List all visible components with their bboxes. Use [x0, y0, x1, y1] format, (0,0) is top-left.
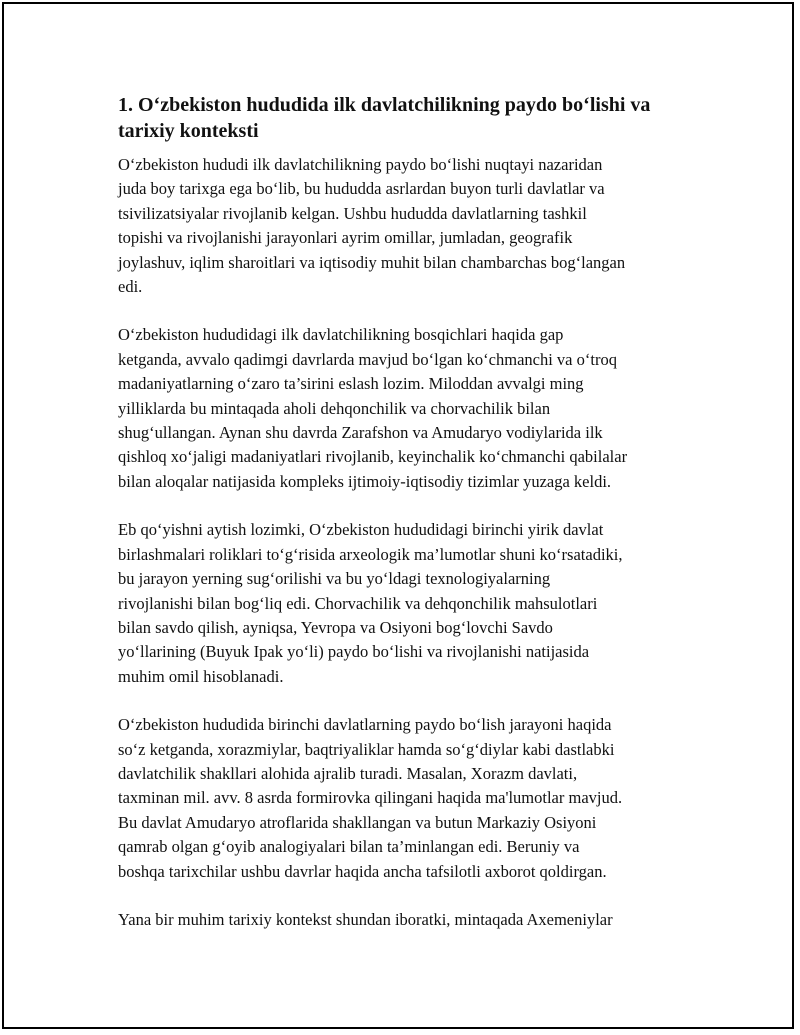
section-heading: 1. O‘zbekiston hududida ilk davlatchilikning paydo bo‘lishi va tarixiy konteksti — [118, 94, 651, 142]
paragraph-5: Yana bir muhim tarixiy kontekst shundan iboratki, mintaqada Axemeniylar — [118, 909, 613, 929]
paragraph-2: O‘zbekiston hududidagi ilk davlatchilikning bosqichlari haqida gap ketganda, avvalo qadimgi davrlarda mavjud bo‘lgan ko‘chmanchi va o‘troq madaniyatlarning o‘zaro ta’sirini eslash lozim. Miloddan avvalgi ming yilliklarda bu mintaqada aholi dehqonchilik va chorvachilik bilan shug‘ullangan. Aynan shu davrda Zarafshon va Amudaryo vodiylarida ilk qishloq xo‘jaligi madaniyatlari rivojlanib, keyinchalik ko‘chmanchi qabilalar bilan aloqalar natijasida kompleks ijtimoiy-iqtisodiy tizimlar yuzaga keldi. — [118, 325, 628, 491]
document-body — [118, 92, 693, 956]
paragraph-1: O‘zbekiston hududi ilk davlatchilikning paydo bo‘lishi nuqtayi nazaridan juda boy tarixga ega bo‘lib, bu hududda asrlardan buyon turli davlatlar va tsivilizatsiyalar rivojlanib kelgan. Ushbu hududda davlatlarning tashkil topishi va rivojlanishi jarayonlari ayrim omillar, jumladan, geografik joylashuv, iqlim sharoitlari va iqtisodiy muhit bilan chambarchas bog‘langan edi. — [118, 155, 626, 297]
paragraph-3: Eb qo‘yishni aytish lozimki, O‘zbekiston hududidagi birinchi yirik davlat birlashmalari roliklari to‘g‘risida arxeologik ma’lumotlar shuni ko‘rsatadiki, bu jarayon yerning sug‘orilishi va bu yo‘ldagi texnologiyalarning rivojlanishi bilan bog‘liq edi. Chorvachilik va dehqonchilik mahsulotlari bilan savdo qilish, ayniqsa, Yevropa va Osiyoni bog‘lovchi Savdo yo‘llarining (Buyuk Ipak yo‘li) paydo bo‘lishi va rivojlanishi natijasida muhim omil hisoblanadi. — [118, 520, 623, 686]
paragraph-4: O‘zbekiston hududida birinchi davlatlarning paydo bo‘lish jarayoni haqida so‘z ketganda, xorazmiylar, baqtriyaliklar hamda so‘g‘diylar kabi dastlabki davlatchilik shakllari alohida ajralib turadi. Masalan, Xorazm davlati, taxminan mil. avv. 8 asrda formirovka qilingani haqida ma'lumotlar mavjud. Bu davlat Amudaryo atroflarida shakllangan va butun Markaziy Osiyoni qamrab olgan g‘oyib analogiyalari bilan ta’minlangan edi. Beruniy va boshqa tarixchilar ushbu davrlar haqida ancha tafsilotli axborot qoldirgan. — [118, 715, 623, 881]
